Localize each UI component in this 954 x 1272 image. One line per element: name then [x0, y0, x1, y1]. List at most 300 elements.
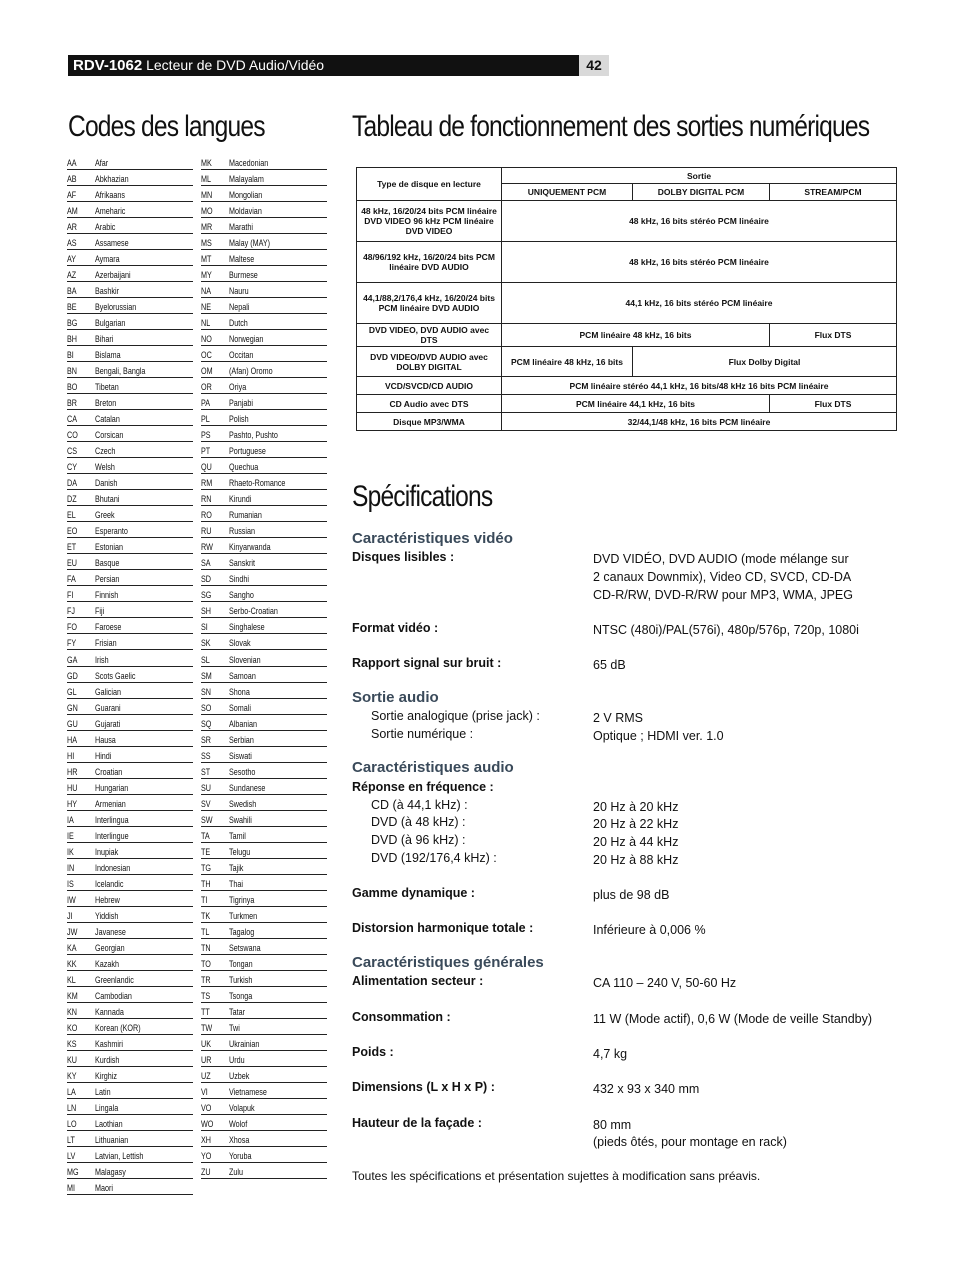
language-code: TA	[201, 830, 210, 841]
language-name: Abkhazian	[95, 174, 129, 185]
language-name: Corsican	[95, 430, 124, 441]
thd-label: Distorsion harmonique totale :	[352, 921, 534, 935]
video-section-heading: Caractéristiques vidéo	[352, 530, 513, 547]
language-code: CA	[67, 414, 78, 425]
language-code: IS	[67, 878, 74, 889]
language-name: Cambodian	[95, 990, 132, 1001]
language-name: Occitan	[229, 350, 254, 361]
language-code: GD	[67, 670, 78, 681]
language-code: SS	[201, 750, 211, 761]
language-name: Serbo-Croatian	[229, 606, 278, 617]
language-row	[67, 923, 193, 939]
language-code: RW	[201, 542, 213, 553]
language-code: PA	[201, 398, 211, 409]
language-code: BR	[67, 398, 78, 409]
language-code: AF	[67, 190, 77, 201]
language-name: Turkish	[229, 974, 253, 985]
language-row	[67, 634, 193, 650]
language-row	[67, 602, 193, 618]
language-name: Vietnamese	[229, 1086, 267, 1097]
language-code: AR	[67, 222, 78, 233]
format-value: NTSC (480i)/PAL(576i), 480p/576p, 720p, 1080i	[593, 623, 859, 637]
language-row	[67, 891, 193, 907]
language-row	[67, 699, 193, 715]
language-row	[201, 1019, 327, 1035]
language-row	[67, 362, 193, 378]
language-name: Sindhi	[229, 574, 250, 585]
language-code: SU	[201, 782, 212, 793]
language-name: Hindi	[95, 750, 112, 761]
dvd48-value: 20 Hz à 22 kHz	[593, 817, 679, 831]
language-row	[201, 538, 327, 554]
language-code: FO	[67, 622, 77, 633]
language-code: DZ	[67, 494, 77, 505]
language-name: Inupiak	[95, 846, 119, 857]
page-header	[68, 55, 609, 76]
language-name: Tibetan	[95, 382, 119, 393]
table-cell: PCM linéaire 44,1 kHz, 16 bits	[502, 395, 770, 413]
dvd96-label: DVD (à 96 kHz) :	[371, 833, 466, 847]
power-label: Alimentation secteur :	[352, 974, 484, 988]
language-row	[67, 218, 193, 234]
header-title	[68, 55, 579, 76]
col-header-pcm: UNIQUEMENT PCM	[502, 184, 633, 201]
language-row	[67, 442, 193, 458]
language-code: RO	[201, 510, 212, 521]
language-row	[201, 330, 327, 346]
language-row	[201, 795, 327, 811]
language-name: Basque	[95, 558, 120, 569]
language-row	[67, 987, 193, 1003]
language-row	[201, 426, 327, 442]
language-row	[201, 554, 327, 570]
language-code: FI	[67, 590, 74, 601]
language-code: KN	[67, 1006, 78, 1017]
language-code: SR	[201, 734, 212, 745]
table-row-disc: DVD VIDEO, DVD AUDIO avec DTS	[357, 324, 502, 347]
language-code: VO	[201, 1102, 212, 1113]
language-row	[201, 1099, 327, 1115]
language-row	[201, 971, 327, 987]
language-code: IA	[67, 814, 74, 825]
language-code: TK	[201, 910, 211, 921]
language-code: PT	[201, 446, 211, 457]
consumption-label: Consommation :	[352, 1010, 451, 1024]
language-code: TH	[201, 878, 211, 889]
language-row	[201, 763, 327, 779]
language-code: TN	[201, 942, 211, 953]
language-code: SL	[201, 654, 210, 665]
language-row	[67, 1067, 193, 1083]
language-name: Icelandic	[95, 878, 124, 889]
language-code: CY	[67, 462, 78, 473]
col-header-disc: Type de disque en lecture	[357, 168, 502, 201]
language-code: GN	[67, 702, 78, 713]
language-code: FA	[67, 574, 76, 585]
height-value: 80 mm	[593, 1118, 632, 1132]
language-name: Volapuk	[229, 1102, 255, 1113]
language-name: Hebrew	[95, 894, 120, 905]
language-row	[201, 282, 327, 298]
power-value: CA 110 – 240 V, 50-60 Hz	[593, 976, 737, 990]
language-row	[201, 875, 327, 891]
language-row	[67, 234, 193, 250]
language-row	[201, 362, 327, 378]
language-row	[67, 458, 193, 474]
disques-value-2: 2 canaux Downmix), Video CD, SVCD, CD-DA	[593, 570, 852, 584]
language-name: Armenian	[95, 798, 126, 809]
audio-section-heading: Caractéristiques audio	[352, 759, 514, 776]
language-code: CO	[67, 430, 78, 441]
language-name: Interlingue	[95, 830, 129, 841]
dvd48-label: DVD (à 48 kHz) :	[371, 815, 466, 829]
language-row	[201, 346, 327, 362]
language-name: Swahili	[229, 814, 252, 825]
language-row	[201, 618, 327, 634]
language-list-col-2	[201, 154, 327, 1179]
language-name: Afrikaans	[95, 190, 126, 201]
table-cell: Flux DTS	[770, 324, 897, 347]
language-name: Danish	[95, 478, 118, 489]
language-row	[201, 1131, 327, 1147]
language-row	[67, 779, 193, 795]
language-name: Byelorussian	[95, 302, 137, 313]
language-name: Estonian	[95, 542, 124, 553]
language-row	[67, 1115, 193, 1131]
language-row	[201, 602, 327, 618]
language-row	[67, 1147, 193, 1163]
language-row	[67, 1019, 193, 1035]
language-code: KY	[67, 1070, 77, 1081]
language-row	[201, 939, 327, 955]
language-row	[67, 1035, 193, 1051]
dimensions-value: 432 x 93 x 340 mm	[593, 1082, 700, 1096]
language-row	[67, 298, 193, 314]
language-row	[201, 827, 327, 843]
language-name: Czech	[95, 446, 116, 457]
language-row	[201, 186, 327, 202]
language-row	[67, 570, 193, 586]
snr-label: Rapport signal sur bruit :	[352, 656, 502, 670]
language-name: Scots Gaelic	[95, 670, 136, 681]
language-code: NE	[201, 302, 212, 313]
language-row	[201, 394, 327, 410]
language-row	[201, 202, 327, 218]
language-row	[67, 1131, 193, 1147]
language-name: Sanskrit	[229, 558, 256, 569]
language-row	[67, 426, 193, 442]
header-subtitle: Lecteur de DVD Audio/Vidéo	[146, 57, 325, 73]
language-name: Galician	[95, 686, 122, 697]
language-code: TL	[201, 926, 210, 937]
language-code: KL	[67, 974, 76, 985]
table-cell: PCM linéaire 48 kHz, 16 bits	[502, 347, 633, 377]
language-row	[201, 234, 327, 250]
analog-out-value: 2 V RMS	[593, 711, 644, 725]
language-code: MR	[201, 222, 213, 233]
language-row	[67, 170, 193, 186]
language-name: Kirundi	[229, 494, 252, 505]
language-row	[67, 522, 193, 538]
dimensions-label: Dimensions (L x H x P) :	[352, 1080, 495, 1094]
language-row	[201, 891, 327, 907]
language-name: Uzbek	[229, 1070, 250, 1081]
language-code: HY	[67, 798, 78, 809]
language-code: MN	[201, 190, 213, 201]
language-name: Kirghiz	[95, 1070, 118, 1081]
language-name: Kinyarwanda	[229, 542, 271, 553]
language-code: RM	[201, 478, 213, 489]
analog-out-label: Sortie analogique (prise jack) :	[371, 709, 540, 723]
language-name: Zulu	[229, 1167, 244, 1177]
weight-label: Poids :	[352, 1045, 394, 1059]
language-row	[67, 1163, 193, 1179]
language-code: BI	[67, 350, 74, 361]
language-code: ML	[201, 174, 212, 185]
digital-output-table	[356, 167, 897, 431]
language-row	[201, 859, 327, 875]
format-label: Format vidéo :	[352, 621, 439, 635]
language-code: UK	[201, 1038, 212, 1049]
language-code: SM	[201, 670, 212, 681]
language-row	[201, 522, 327, 538]
language-code: XH	[201, 1134, 212, 1145]
language-code: EU	[67, 558, 78, 569]
language-name: Thai	[229, 878, 244, 889]
language-name: Tatar	[229, 1006, 246, 1017]
language-code: SG	[201, 590, 212, 601]
language-code: EO	[67, 526, 78, 537]
language-name: Tigrinya	[229, 894, 255, 905]
language-name: Macedonian	[229, 158, 269, 169]
language-code: MI	[67, 1183, 75, 1194]
spec-title: Spécifications	[352, 480, 493, 513]
language-name: Croatian	[95, 766, 123, 777]
language-code: KU	[67, 1054, 78, 1065]
language-code: JW	[67, 926, 78, 937]
language-row	[67, 731, 193, 747]
audio-out-heading: Sortie audio	[352, 689, 439, 706]
language-code: LV	[67, 1150, 76, 1161]
language-name: Latvian, Lettish	[95, 1150, 144, 1161]
language-name: Arabic	[95, 222, 116, 233]
language-code: TS	[201, 990, 211, 1001]
language-row	[67, 875, 193, 891]
table-cell: Flux DTS	[770, 395, 897, 413]
language-name: Guarani	[95, 702, 121, 713]
language-row	[201, 731, 327, 747]
language-name: Quechua	[229, 462, 259, 473]
language-code: SA	[201, 558, 211, 569]
language-code: SI	[201, 622, 208, 633]
language-row	[67, 683, 193, 699]
language-name: Kurdish	[95, 1054, 120, 1065]
language-code: KM	[67, 990, 78, 1001]
language-name: Slovak	[229, 638, 251, 649]
language-code: WO	[201, 1118, 214, 1129]
language-code: CS	[67, 446, 78, 457]
table-row-disc: Disque MP3/WMA	[357, 413, 502, 431]
language-row	[201, 250, 327, 266]
table-row-disc: VCD/SVCD/CD AUDIO	[357, 377, 502, 395]
language-name: Bihari	[95, 334, 114, 345]
language-row	[67, 346, 193, 362]
table-cell: PCM linéaire 48 kHz, 16 bits	[502, 324, 770, 347]
language-name: Greenlandic	[95, 974, 134, 985]
language-row	[201, 218, 327, 234]
language-row	[67, 506, 193, 522]
language-row	[201, 314, 327, 330]
height-note: (pieds ôtés, pour montage en rack)	[593, 1135, 787, 1149]
language-row	[201, 410, 327, 426]
lang-title: Codes des langues	[68, 110, 265, 143]
language-name: Mongolian	[229, 190, 263, 201]
language-code: KS	[67, 1038, 77, 1049]
language-row	[67, 907, 193, 923]
language-row	[67, 330, 193, 346]
language-row	[201, 298, 327, 314]
language-name: Ameharic	[95, 206, 126, 217]
language-name: Panjabi	[229, 398, 254, 409]
language-name: Moldavian	[229, 206, 262, 217]
dvd96-value: 20 Hz à 44 kHz	[593, 835, 679, 849]
language-code: NA	[201, 286, 212, 297]
language-code: SD	[201, 574, 212, 585]
language-name: Nauru	[229, 286, 249, 297]
table-title: Tableau de fonctionnement des sorties numériques	[352, 110, 870, 143]
language-name: Urdu	[229, 1054, 245, 1065]
language-name: Malayalam	[229, 174, 264, 185]
freq-label: Réponse en fréquence :	[352, 780, 494, 794]
page-number: 42	[586, 57, 602, 73]
language-code: PL	[201, 414, 210, 425]
language-row	[67, 490, 193, 506]
language-row	[67, 667, 193, 683]
language-name: Aymara	[95, 254, 120, 265]
language-row	[201, 779, 327, 795]
language-row	[201, 634, 327, 650]
height-label: Hauteur de la façade :	[352, 1116, 482, 1130]
language-row	[67, 939, 193, 955]
language-code: TG	[201, 862, 211, 873]
dynamic-value: plus de 98 dB	[593, 888, 670, 902]
language-row	[67, 1099, 193, 1115]
language-code: HR	[67, 766, 78, 777]
language-name: Bulgarian	[95, 318, 126, 329]
language-code: TW	[201, 1022, 213, 1033]
language-name: Finnish	[95, 590, 119, 601]
language-row	[67, 1083, 193, 1099]
language-name: Xhosa	[229, 1134, 250, 1145]
language-code: AS	[67, 238, 77, 249]
language-row	[67, 410, 193, 426]
language-name: Rumanian	[229, 510, 262, 521]
language-code: SH	[201, 606, 212, 617]
language-name: Sundanese	[229, 782, 266, 793]
language-code: GU	[67, 718, 78, 729]
language-name: Albanian	[229, 718, 258, 729]
language-code: AZ	[67, 270, 77, 281]
language-name: Bashkir	[95, 286, 120, 297]
cd-value: 20 Hz à 20 kHz	[593, 800, 679, 814]
language-row	[67, 715, 193, 731]
language-code: YO	[201, 1150, 212, 1161]
language-code: MS	[201, 238, 212, 249]
dynamic-label: Gamme dynamique :	[352, 886, 475, 900]
language-name: Faroese	[95, 622, 122, 633]
language-name: Georgian	[95, 942, 125, 953]
language-row	[67, 827, 193, 843]
language-row	[201, 699, 327, 715]
language-name: Wolof	[229, 1118, 248, 1129]
language-code: SN	[201, 686, 212, 697]
col-header-stream: STREAM/PCM	[770, 184, 897, 201]
language-row	[201, 1035, 327, 1051]
language-name: Interlingua	[95, 814, 129, 825]
language-name: Lithuanian	[95, 1134, 129, 1145]
cd-label: CD (à 44,1 kHz) :	[371, 798, 468, 812]
spec-note: Toutes les spécifications et présentation sujettes à modification sans préavis.	[352, 1169, 761, 1183]
language-row	[201, 570, 327, 586]
disques-value-1: DVD VIDÉO, DVD AUDIO (mode mélange sur	[593, 552, 849, 566]
language-name: Turkmen	[229, 910, 258, 921]
language-name: Catalan	[95, 414, 120, 425]
language-code: MG	[67, 1167, 79, 1177]
language-row	[67, 955, 193, 971]
language-row	[67, 186, 193, 202]
language-name: Bislama	[95, 350, 121, 361]
language-name: Javanese	[95, 926, 126, 937]
col-header-sortie: Sortie	[502, 168, 897, 184]
language-name: Pashto, Pushto	[229, 430, 278, 441]
language-row	[67, 843, 193, 859]
language-code: IN	[67, 862, 75, 873]
language-code: BH	[67, 334, 78, 345]
language-code: MK	[201, 158, 212, 169]
language-row	[67, 554, 193, 570]
language-code: UR	[201, 1054, 212, 1065]
col-header-dolby: DOLBY DIGITAL PCM	[633, 184, 770, 201]
language-name: Persian	[95, 574, 120, 585]
language-row	[201, 458, 327, 474]
language-name: Afar	[95, 158, 109, 169]
language-name: Maltese	[229, 254, 255, 265]
language-code: TE	[201, 846, 211, 857]
language-row	[67, 859, 193, 875]
language-name: Ukrainian	[229, 1038, 260, 1049]
language-code: KA	[67, 942, 77, 953]
language-name: Singhalese	[229, 622, 265, 633]
general-section-heading: Caractéristiques générales	[352, 954, 544, 971]
language-row	[201, 683, 327, 699]
language-row	[67, 154, 193, 170]
digital-out-value: Optique ; HDMI ver. 1.0	[593, 729, 724, 743]
language-name: Yiddish	[95, 910, 119, 921]
language-code: DA	[67, 478, 78, 489]
language-code: EL	[67, 510, 76, 521]
language-name: Hausa	[95, 734, 116, 745]
language-code: BN	[67, 366, 78, 377]
language-name: Shona	[229, 686, 250, 697]
language-code: TI	[201, 894, 208, 905]
language-row	[67, 1051, 193, 1067]
language-row	[201, 1147, 327, 1163]
language-row	[67, 763, 193, 779]
language-code: GA	[67, 654, 78, 665]
table-cell: 44,1 kHz, 16 bits stéréo PCM linéaire	[502, 283, 897, 324]
language-code: SK	[201, 638, 211, 649]
table-row-disc: 48/96/192 kHz, 16/20/24 bits PCM linéaire DVD AUDIO	[357, 242, 502, 283]
